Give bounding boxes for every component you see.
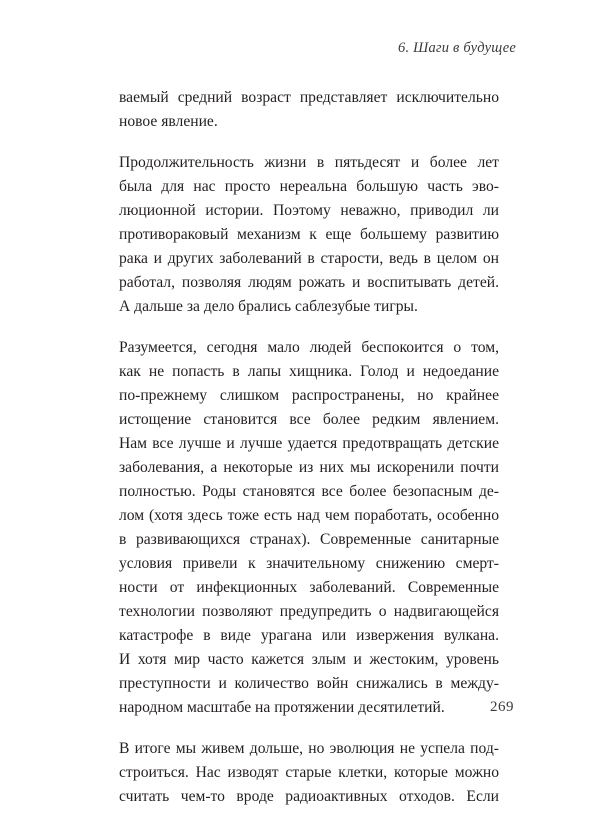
text-line: ности от инфекционных заболеваний. Современные — [119, 579, 499, 596]
text-line: была для нас просто нереальна большую часть эво- — [119, 178, 499, 195]
text-line: Нам все лучше и лучше удается предотвращать детские — [119, 435, 499, 452]
text-line: в развивающихся странах). Современные санитарные — [119, 531, 499, 548]
text-line: по-прежнему слишком распространены, но крайнее — [119, 387, 499, 404]
text-line: лом (хотя здесь тоже есть над чем поработать, особенно — [119, 507, 499, 524]
running-head: 6. Шаги в будущее — [398, 40, 516, 56]
text-line: полностью. Роды становятся все более безопасным де- — [119, 483, 499, 500]
paragraph — [119, 151, 499, 319]
text-line: ваемый средний возраст представляет исключительно — [119, 89, 499, 106]
text-line: противораковый механизм к еще большему развитию — [119, 226, 499, 243]
body-text — [119, 86, 499, 826]
text-line: Разумеется, сегодня мало людей беспокоится о том, — [119, 339, 499, 356]
text-line: как не попасть в лапы хищника. Голод и недоедание — [119, 363, 499, 380]
text-line: Продолжительность жизни в пятьдесят и более лет — [119, 154, 499, 171]
paragraph — [119, 336, 499, 720]
text-line: новое явление. — [119, 113, 218, 130]
text-line: люционной истории. Поэтому неважно, приводил ли — [119, 202, 499, 219]
text-line: условия привели к значительному снижению смерт- — [119, 555, 499, 572]
text-line: строиться. Нас изводят старые клетки, которые можно — [119, 764, 499, 781]
paragraph — [119, 737, 499, 809]
text-line: катастрофе в виде урагана или извержения вулкана. — [119, 627, 499, 644]
text-line: истощение становится все более редким явлением. — [119, 411, 499, 428]
text-line: технологии позволяют предупредить о надвигающейся — [119, 603, 499, 620]
text-line: работал, позволяя людям рожать и воспитывать детей. — [119, 274, 499, 291]
text-line: рака и других заболеваний в старости, ведь в целом он — [119, 250, 499, 267]
page-number: 269 — [490, 699, 514, 715]
text-line: народном масштабе на протяжении десятилетий. — [119, 699, 445, 716]
text-line: считать чем-то вроде радиоактивных отходов. Если — [119, 788, 499, 805]
text-line: А дальше за дело брались саблезубые тигры. — [119, 298, 418, 315]
text-line: заболевания, а некоторые из них мы искоренили почти — [119, 459, 499, 476]
text-line: преступности и количество войн снижались в между- — [119, 675, 499, 692]
text-line: И хотя мир часто кажется злым и жестоким, уровень — [119, 651, 499, 668]
paragraph — [119, 86, 499, 134]
text-line: В итоге мы живем дольше, но эволюция не успела под- — [119, 740, 499, 757]
